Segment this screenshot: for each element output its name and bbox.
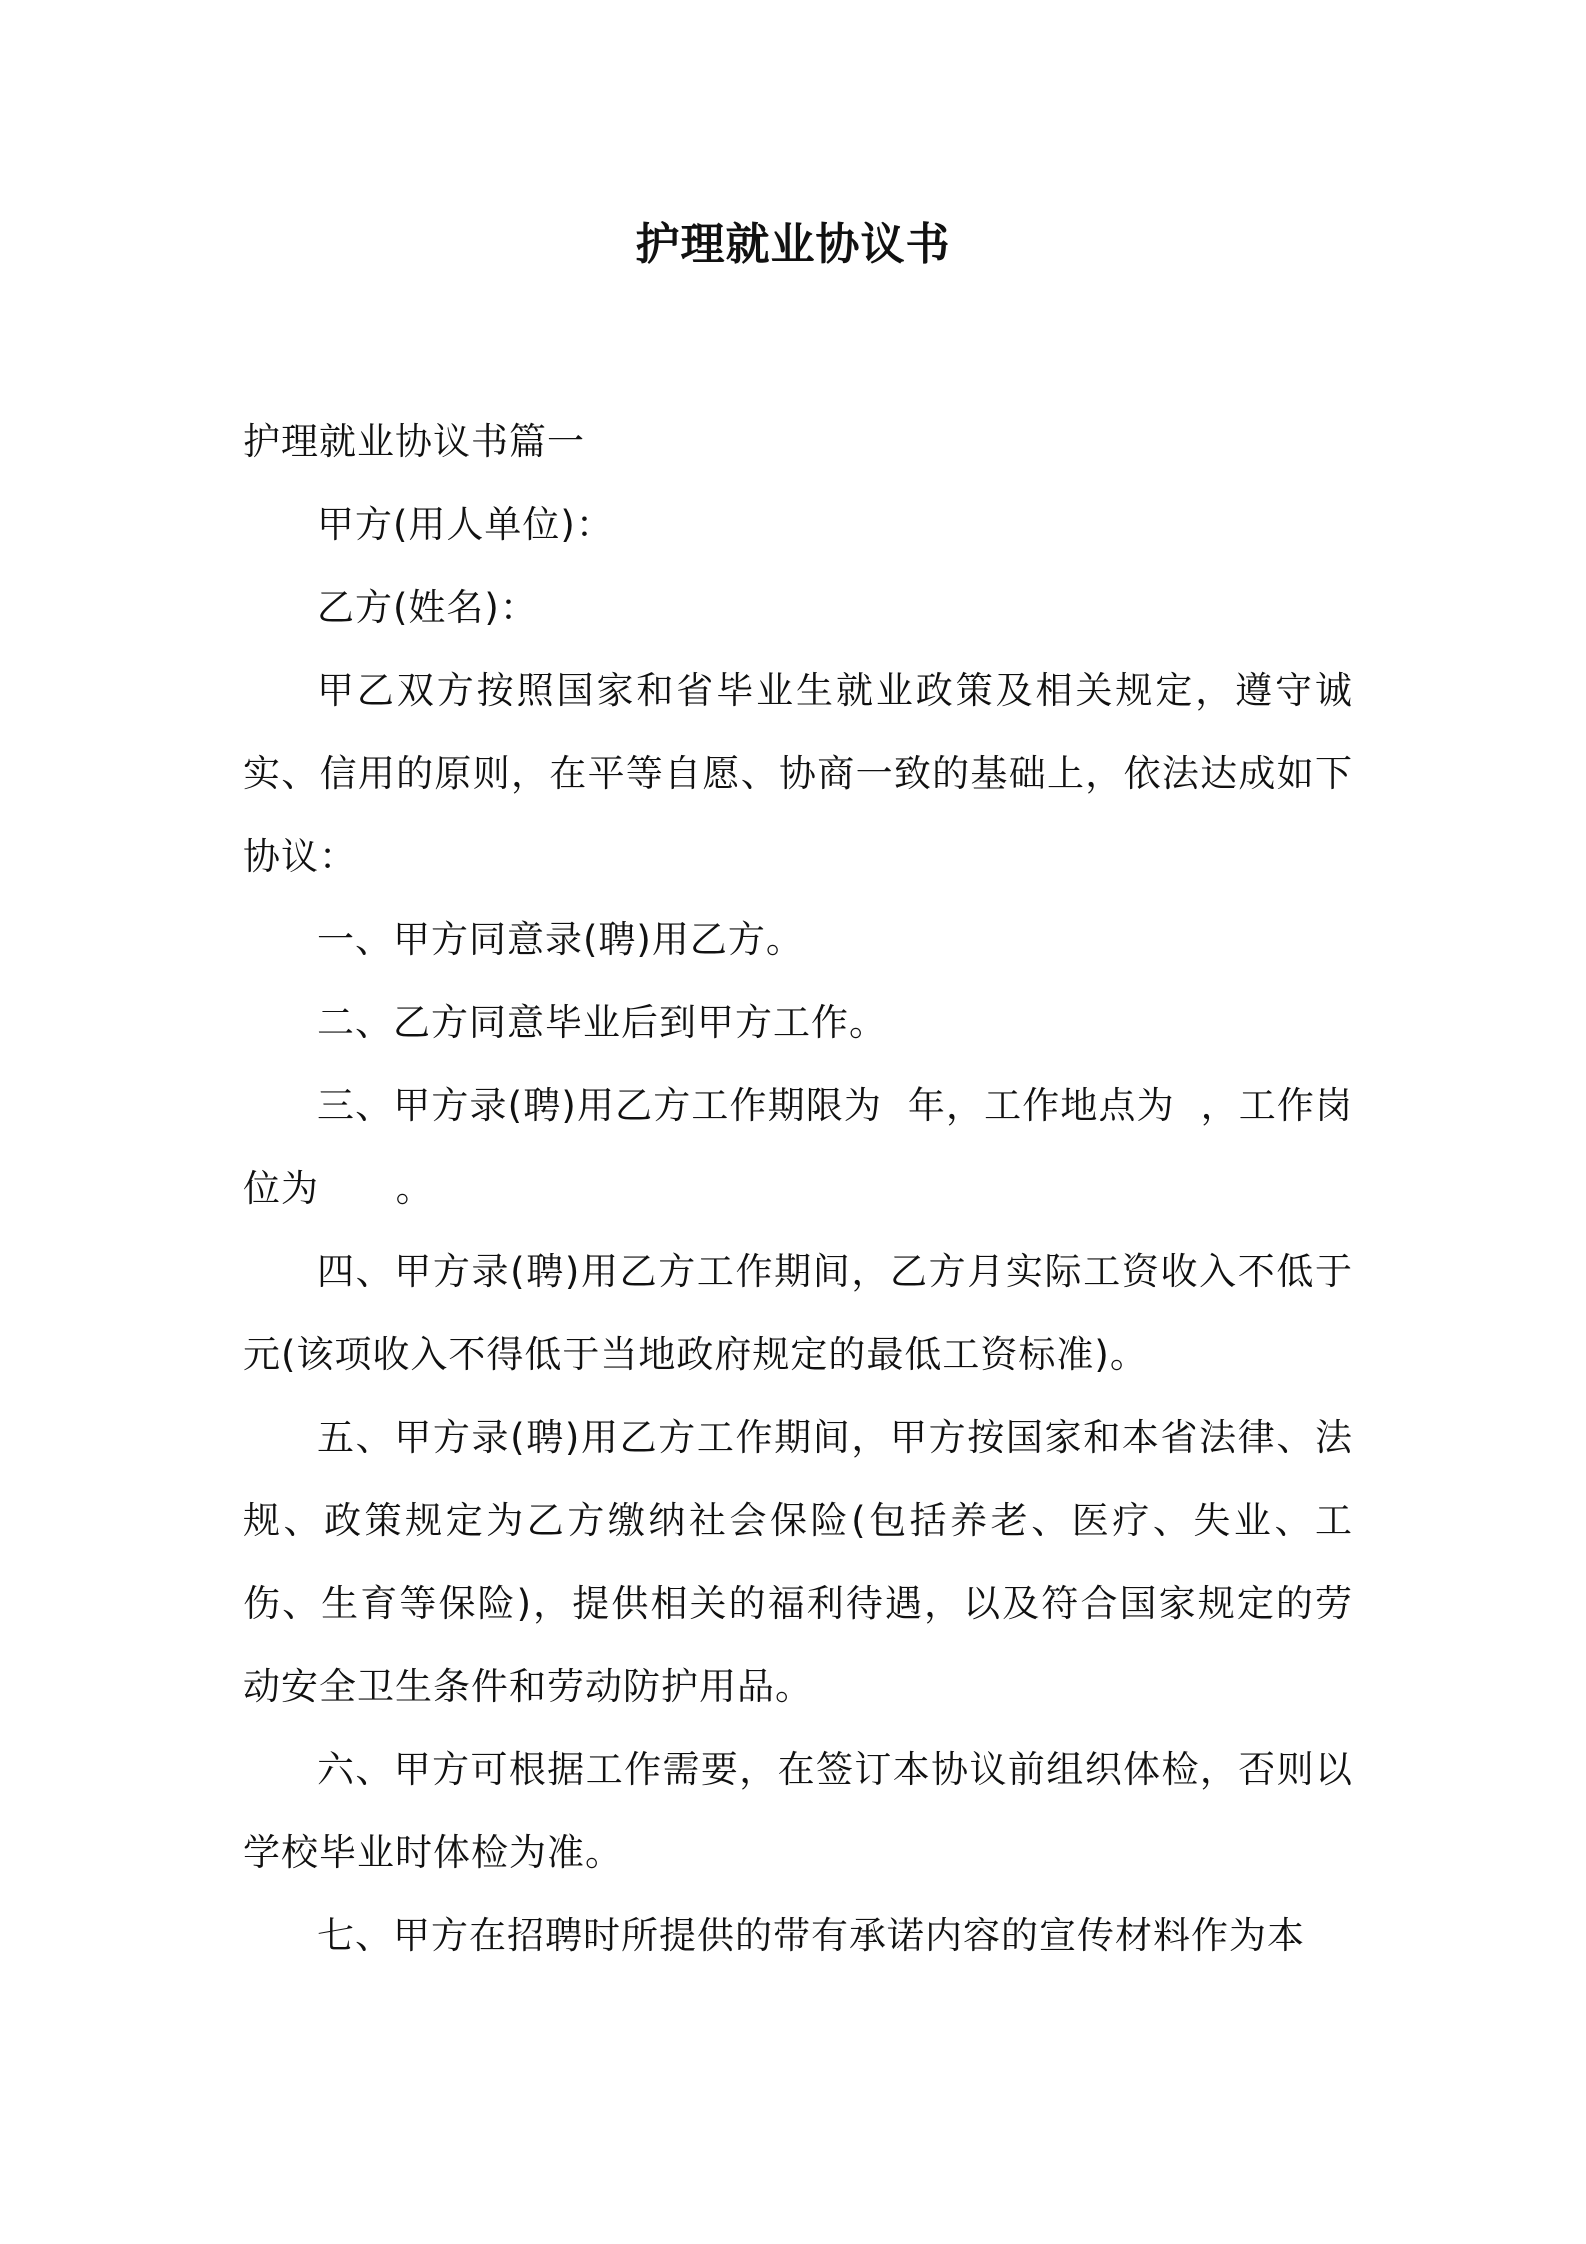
clause-3: 三、甲方录(聘)用乙方工作期限为 年，工作地点为 ，工作岗位为 。 — [243, 1084, 1353, 1210]
party-a-line: 甲方(用人单位)： — [317, 503, 614, 546]
preamble-paragraph: 甲乙双方按照国家和省毕业生就业政策及相关规定，遵守诚实、信用的原则，在平等自愿、协商一致的基础上，依法达成如下协议： — [243, 669, 1353, 878]
clause-1: 一、甲方同意录(聘)用乙方。 — [317, 918, 804, 961]
section-heading: 护理就业协议书篇一 — [243, 420, 585, 463]
document-body — [243, 400, 1405, 1977]
clause-5: 五、甲方录(聘)用乙方工作期间，甲方按国家和本省法律、法规、政策规定为乙方缴纳社会保险(包括养老、医疗、失业、工伤、生育等保险)，提供相关的福利待遇，以及符合国家规定的劳动安全卫生条件和劳动防护用品。 — [243, 1416, 1353, 1708]
party-b-line: 乙方(姓名)： — [317, 586, 538, 629]
clause-2: 二、乙方同意毕业后到甲方工作。 — [317, 1001, 887, 1044]
clause-4: 四、甲方录(聘)用乙方工作期间，乙方月实际工资收入不低于 元(该项收入不得低于当地政府规定的最低工资标准)。 — [243, 1250, 1405, 1376]
clause-6: 六、甲方可根据工作需要，在签订本协议前组织体检，否则以学校毕业时体检为准。 — [243, 1748, 1353, 1874]
clause-7: 七、甲方在招聘时所提供的带有承诺内容的宣传材料作为本 — [317, 1914, 1305, 1957]
document-title: 护理就业协议书 — [635, 219, 951, 270]
